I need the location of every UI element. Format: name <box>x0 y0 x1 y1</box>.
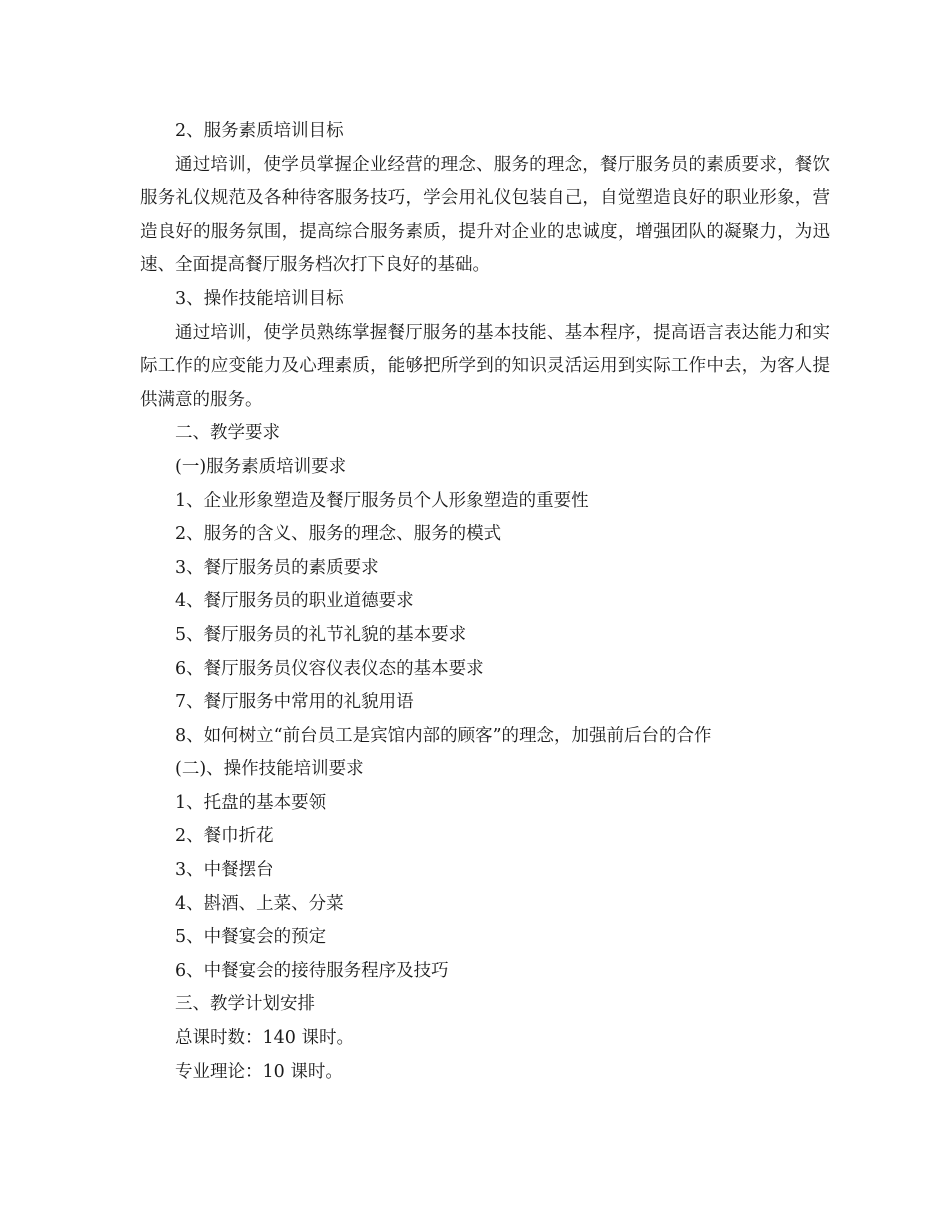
subsection-heading: (一)服务素质培训要求 <box>175 456 347 477</box>
list-item: 2、餐巾折花 <box>175 826 274 847</box>
list-item: 3、中餐摆台 <box>175 860 274 881</box>
section-heading: 2、服务素质培训目标 <box>175 121 344 141</box>
list-item: 6、餐厅服务员仪容仪表仪态的基本要求 <box>175 658 484 679</box>
body-paragraph: 通过培训，使学员熟练掌握餐厅服务的基本技能、基本程序，提高语言表达能力和实际工作的应变能力及心理素质，能够把所学到的知识灵活运用到实际工作中去，为客人提供满意的服务。 <box>140 322 830 410</box>
document-body <box>140 115 830 1089</box>
list-item: 5、中餐宴会的预定 <box>175 927 327 948</box>
body-paragraph: 通过培训，使学员掌握企业经营的理念、服务的理念，餐厅服务员的素质要求，餐饮服务礼仪规范及各种待客服务技巧，学会用礼仪包装自己，自觉塑造良好的职业形象，营造良好的服务氛围，提高综合服务素质，提升对企业的忠诚度，增强团队的凝聚力，为迅速、全面提高餐厅服务档次打下良好的基础。 <box>140 154 830 276</box>
list-item: 4、斟酒、上菜、分菜 <box>175 893 344 914</box>
schedule-line: 专业理论：10 课时。 <box>175 1061 343 1082</box>
section-heading: 3、操作技能培训目标 <box>175 288 344 309</box>
chapter-heading: 三、教学计划安排 <box>175 994 315 1015</box>
subsection-heading: (二)、操作技能培训要求 <box>175 759 364 780</box>
list-item: 3、餐厅服务员的素质要求 <box>175 557 379 578</box>
list-item: 2、服务的含义、服务的理念、服务的模式 <box>175 524 502 545</box>
list-item: 5、餐厅服务员的礼节礼貌的基本要求 <box>175 624 467 645</box>
list-item: 1、托盘的基本要领 <box>175 792 327 813</box>
schedule-line: 总课时数：140 课时。 <box>175 1028 354 1049</box>
list-item: 4、餐厅服务员的职业道德要求 <box>175 591 414 612</box>
chapter-heading: 二、教学要求 <box>175 423 280 444</box>
list-item: 8、如何树立“前台员工是宾馆内部的顾客”的理念，加强前后台的合作 <box>175 725 712 746</box>
list-item: 1、企业形象塑造及餐厅服务员个人形象塑造的重要性 <box>175 490 589 511</box>
list-item: 7、餐厅服务中常用的礼貌用语 <box>175 692 414 713</box>
list-item: 6、中餐宴会的接待服务程序及技巧 <box>175 960 449 981</box>
